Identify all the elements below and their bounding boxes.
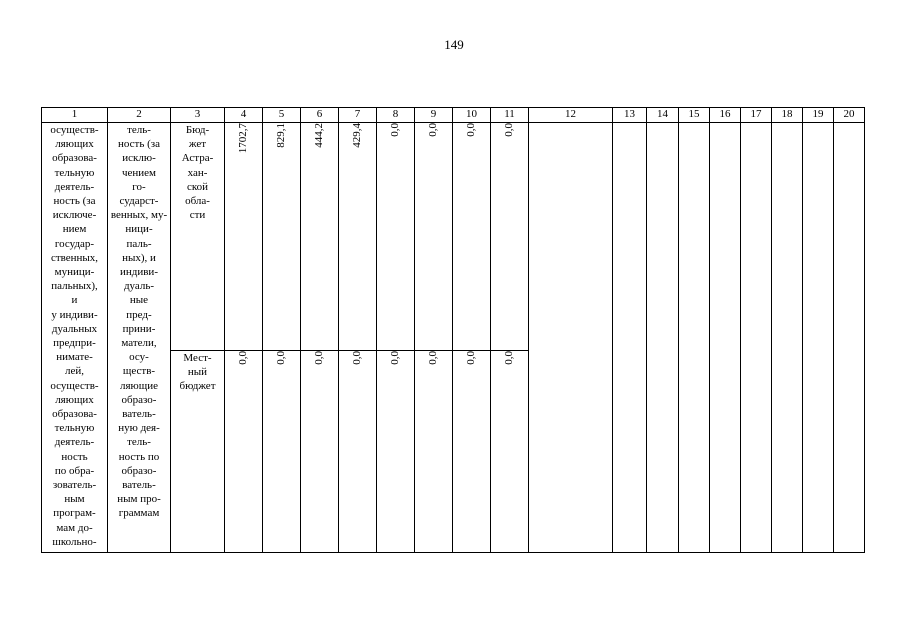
column-header: 17 [741, 108, 772, 123]
text-line: граммам [118, 507, 160, 520]
value-cell: 429,4 [351, 123, 364, 148]
text-line: деятель- [54, 180, 95, 193]
empty-cell [613, 123, 647, 553]
value-cell: 0,0 [237, 351, 250, 365]
empty-cell [679, 123, 710, 553]
text-line: ных), и [122, 251, 156, 264]
text-line: тель- [127, 124, 151, 136]
text-line: жет [188, 138, 207, 151]
column-header: 4 [225, 108, 263, 123]
table-row [42, 123, 865, 351]
column-header: 7 [339, 108, 377, 123]
column-header: 20 [834, 108, 865, 123]
text-line: го- [132, 180, 146, 193]
text-line: ную дея- [118, 422, 160, 435]
text-line: пред- [126, 308, 152, 321]
text-line: Астра- [181, 152, 214, 165]
empty-cell [834, 123, 865, 553]
text-line: тель- [127, 436, 151, 449]
text-line: бюджет [179, 380, 216, 393]
value-cell: 444,2 [313, 123, 326, 148]
text-line: тельную [54, 422, 95, 435]
text-line: государ- [54, 237, 95, 250]
value-cell: 0,0 [389, 351, 402, 365]
column-header: 1 [42, 108, 108, 123]
text-line: дуальных [51, 322, 98, 335]
column-header: 16 [710, 108, 741, 123]
value-cell: 0,0 [351, 351, 364, 365]
column-header: 13 [613, 108, 647, 123]
value-cell: 0,0 [465, 351, 478, 365]
text-line: лей, [64, 365, 84, 378]
column-number-row [42, 108, 865, 123]
text-line: ватель- [122, 479, 156, 492]
text-line: дуаль- [123, 280, 155, 293]
activity-description-cell [42, 123, 108, 553]
column-header: 19 [803, 108, 834, 123]
column-header: 2 [108, 108, 171, 123]
empty-cell [710, 123, 741, 553]
text-line: по обра- [54, 464, 95, 477]
value-cell: 0,0 [275, 351, 288, 365]
text-line: ляющих [55, 138, 94, 151]
value-cell: 1702,7 [237, 123, 250, 154]
text-line: образо- [121, 464, 157, 477]
text-line: ственных, [50, 251, 99, 264]
text-line: ватель- [122, 408, 156, 421]
text-line: ность [61, 450, 88, 463]
text-line: образо- [121, 393, 157, 406]
value-cell: 0,0 [427, 123, 440, 137]
text-line: ным [64, 493, 85, 506]
value-cell: 0,0 [427, 351, 440, 365]
text-line: у индиви- [51, 308, 98, 321]
column-header: 10 [453, 108, 491, 123]
text-line: и [71, 294, 78, 307]
text-line: нием [62, 223, 87, 236]
value-cell: 0,0 [503, 351, 516, 365]
text-line: сти [189, 209, 206, 222]
text-line: ность (за [117, 138, 160, 151]
text-line: прини- [122, 322, 156, 335]
text-line: нимате- [56, 351, 93, 364]
text-line: ность (за [53, 195, 96, 208]
text-line: чением [121, 166, 157, 179]
text-line: ской [186, 180, 209, 193]
value-cell: 829,1 [275, 123, 288, 148]
column-header: 8 [377, 108, 415, 123]
text-line: образова- [52, 408, 97, 421]
text-line: Бюд- [185, 124, 210, 136]
text-line: мам до- [56, 521, 93, 534]
text-line: зователь- [52, 479, 97, 492]
text-line: образова- [52, 152, 97, 165]
text-line: ляющих [55, 393, 94, 406]
text-line: исклю- [122, 152, 156, 165]
text-line: осуществ- [50, 379, 99, 392]
column-header: 6 [301, 108, 339, 123]
value-cell: 0,0 [503, 123, 516, 137]
text-line: осуществ- [50, 124, 99, 136]
text-line: тельную [54, 166, 95, 179]
column-header: 18 [772, 108, 803, 123]
text-line: ные [129, 294, 149, 307]
empty-cell [772, 123, 803, 553]
text-line: Мест- [183, 352, 212, 364]
column-header: 11 [491, 108, 529, 123]
text-line: хан- [187, 166, 208, 179]
text-line: ществ- [122, 365, 156, 378]
text-line: сударст- [119, 195, 159, 208]
column-header: 14 [647, 108, 679, 123]
column-header: 3 [171, 108, 225, 123]
text-line: ници- [125, 223, 153, 236]
text-line: ность по [118, 450, 160, 463]
text-line: предпри- [53, 337, 96, 350]
text-line: ным про- [117, 493, 161, 506]
funding-source-cell [171, 123, 225, 351]
text-line: ный [187, 366, 208, 379]
empty-cell [803, 123, 834, 553]
text-line: школьно- [52, 535, 97, 548]
value-cell: 0,0 [389, 123, 402, 137]
text-line: исключе- [52, 209, 97, 222]
empty-cell [647, 123, 679, 553]
page-number: 149 [444, 37, 464, 52]
value-cell: 0,0 [313, 351, 326, 365]
recipient-description-cell [108, 123, 171, 553]
empty-cell [529, 123, 613, 553]
text-line: матели, [121, 337, 157, 350]
text-line: венных, му- [110, 209, 168, 222]
text-line: програм- [53, 507, 96, 520]
text-line: деятель- [54, 436, 95, 449]
funding-source-cell [171, 351, 225, 553]
column-header: 5 [263, 108, 301, 123]
column-header: 12 [529, 108, 613, 123]
text-line: обла- [185, 195, 210, 208]
text-line: осу- [129, 351, 149, 364]
text-line: муници- [54, 266, 95, 279]
budget-table [41, 107, 865, 553]
text-line: пальных), [51, 280, 98, 293]
value-cell: 0,0 [465, 123, 478, 137]
empty-cell [741, 123, 772, 553]
column-header: 15 [679, 108, 710, 123]
text-line: индиви- [119, 266, 158, 279]
text-line: ляющие [119, 379, 158, 392]
text-line: паль- [126, 237, 152, 250]
column-header: 9 [415, 108, 453, 123]
